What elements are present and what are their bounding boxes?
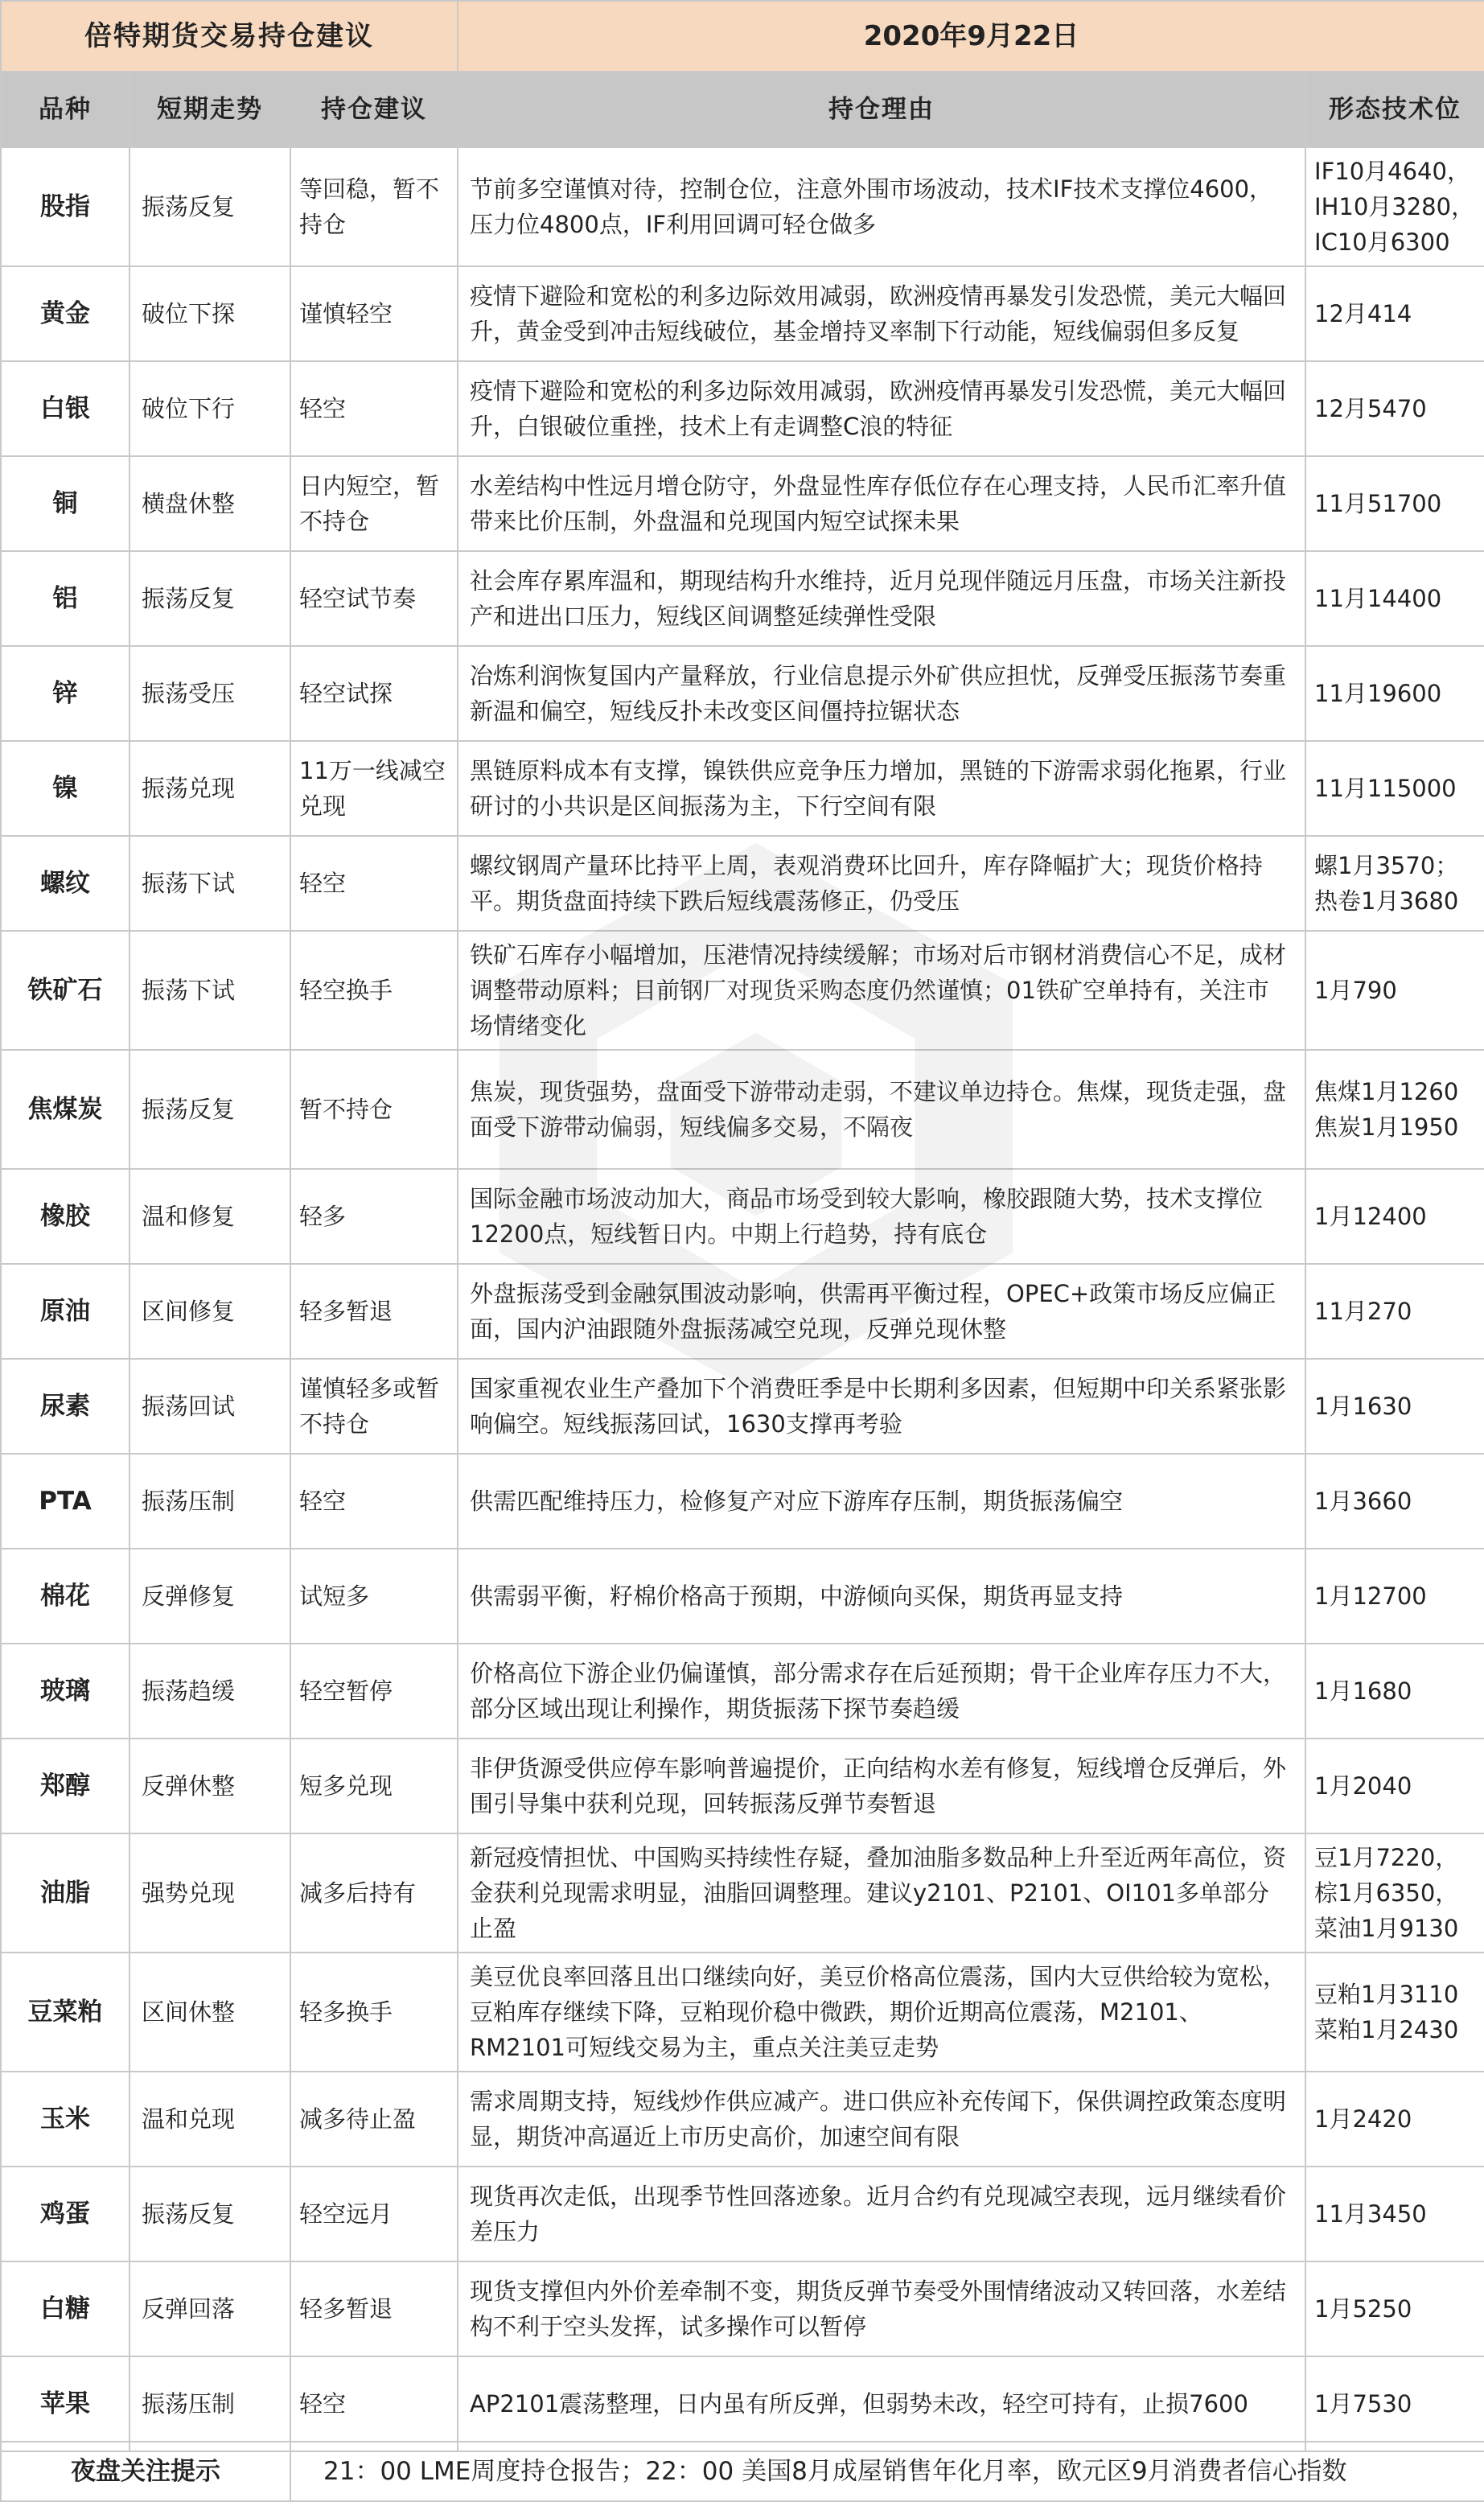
variety-cell: 郑醇 (1, 1739, 129, 1833)
variety-cell: 苹果 (1, 2356, 129, 2451)
trend-cell: 反弹休整 (129, 1739, 290, 1833)
reason-cell: 美豆优良率回落且出口继续向好，美豆价格高位震荡，国内大豆供给较为宽松，豆粕库存继续下降，豆粕现价稳中微跌，期价近期高位震荡，M2101、RM2101可短线交易为主，重点关注美豆走势 (458, 1953, 1305, 2072)
suggestion-cell: 轻空 (290, 1454, 458, 1549)
trend-cell: 破位下探 (129, 266, 290, 361)
trend-cell: 振荡反复 (129, 2167, 290, 2261)
trend-cell: 反弹回落 (129, 2261, 290, 2356)
trend-cell: 振荡下试 (129, 836, 290, 931)
variety-cell: 白糖 (1, 2261, 129, 2356)
header-row (1, 72, 1484, 147)
suggestion-cell: 试短多 (290, 1549, 458, 1644)
table-row (1, 2167, 1484, 2261)
table-row (1, 2356, 1484, 2451)
variety-cell: 棉花 (1, 1549, 129, 1644)
trend-cell: 振荡下试 (129, 931, 290, 1050)
trend-cell: 破位下行 (129, 361, 290, 456)
reason-cell: 铁矿石库存小幅增加，压港情况持续缓解；市场对后市钢材消费信心不足，成材调整带动原料；目前钢厂对现货采购态度仍然谨慎；01铁矿空单持有，关注市场情绪变化 (458, 931, 1305, 1050)
suggestion-cell: 谨慎轻空 (290, 266, 458, 361)
reason-cell: 价格高位下游企业仍偏谨慎，部分需求存在后延预期；骨干企业库存压力不大，部分区域出现让利操作，期货振荡下探节奏趋缓 (458, 1644, 1305, 1739)
table-row (1, 1454, 1484, 1549)
variety-cell: 铁矿石 (1, 931, 129, 1050)
title-row (1, 1, 1484, 72)
variety-cell: 橡胶 (1, 1169, 129, 1264)
technical-level-cell: 11月270 (1305, 1264, 1484, 1359)
suggestion-cell: 轻空 (290, 361, 458, 456)
variety-cell: 锌 (1, 646, 129, 741)
reason-cell: 外盘振荡受到金融氛围波动影响，供需再平衡过程，OPEC+政策市场反应偏正面，国内沪油跟随外盘振荡减空兑现，反弹兑现休整 (458, 1264, 1305, 1359)
variety-cell: 股指 (1, 147, 129, 266)
reason-cell: 新冠疫情担忧、中国购买持续性存疑，叠加油脂多数品种上升至近两年高位，资金获利兑现需求明显，油脂回调整理。建议y2101、P2101、OI101多单部分止盈 (458, 1833, 1305, 1953)
reason-cell: 焦炭，现货强势，盘面受下游带动走弱，不建议单边持仓。焦煤，现货走强，盘面受下游带动偏弱，短线偏多交易，不隔夜 (458, 1050, 1305, 1169)
trend-cell: 区间休整 (129, 1953, 290, 2072)
suggestion-cell: 轻空换手 (290, 931, 458, 1050)
trend-cell: 区间修复 (129, 1264, 290, 1359)
variety-cell: 玻璃 (1, 1644, 129, 1739)
technical-level-cell: 1月790 (1305, 931, 1484, 1050)
reason-cell: 现货再次走低，出现季节性回落迹象。近月合约有兑现减空表现，远月继续看价差压力 (458, 2167, 1305, 2261)
table-row (1, 1833, 1484, 1953)
technical-level-cell: 11月3450 (1305, 2167, 1484, 2261)
technical-level-cell: 1月3660 (1305, 1454, 1484, 1549)
variety-cell: 原油 (1, 1264, 129, 1359)
technical-level-cell: 焦煤1月1260焦炭1月1950 (1305, 1050, 1484, 1169)
reason-cell: 螺纹钢周产量环比持平上周，表观消费环比回升，库存降幅扩大；现货价格持平。期货盘面持续下跌后短线震荡修正，仍受压 (458, 836, 1305, 931)
table-row (1, 1953, 1484, 2072)
trend-cell: 横盘休整 (129, 456, 290, 551)
footer-table (0, 2441, 1484, 2502)
table-row (1, 1264, 1484, 1359)
technical-level-cell: 豆粕1月3110菜粕1月2430 (1305, 1953, 1484, 2072)
suggestion-cell: 等回稳，暂不持仓 (290, 147, 458, 266)
technical-level-cell: 螺1月3570；热卷1月3680 (1305, 836, 1484, 931)
variety-cell: 焦煤炭 (1, 1050, 129, 1169)
trend-cell: 振荡反复 (129, 1050, 290, 1169)
reason-cell: 国际金融市场波动加大，商品市场受到较大影响，橡胶跟随大势，技术支撑位12200点，短线暂日内。中期上行趋势，持有底仓 (458, 1169, 1305, 1264)
table-row (1, 361, 1484, 456)
table-row (1, 551, 1484, 646)
reason-cell: AP2101震荡整理，日内虽有所反弹，但弱势未改，轻空可持有，止损7600 (458, 2356, 1305, 2451)
variety-cell: 豆菜粕 (1, 1953, 129, 2072)
reason-cell: 黑链原料成本有支撑，镍铁供应竞争压力增加，黑链的下游需求弱化拖累，行业研讨的小共识是区间振荡为主，下行空间有限 (458, 741, 1305, 836)
variety-cell: 铝 (1, 551, 129, 646)
table-row (1, 2261, 1484, 2356)
technical-level-cell: 1月12400 (1305, 1169, 1484, 1264)
variety-cell: 螺纹 (1, 836, 129, 931)
footer-text: 21：00 LME周度持仓报告；22：00 美国8月成屋销售年化月率，欧元区9月消费者信心指数 (290, 2442, 1484, 2501)
suggestion-cell: 短多兑现 (290, 1739, 458, 1833)
suggestion-cell: 轻多换手 (290, 1953, 458, 2072)
footer-row (1, 2442, 1484, 2501)
technical-level-cell: 11月51700 (1305, 456, 1484, 551)
table-row (1, 646, 1484, 741)
variety-cell: 玉米 (1, 2072, 129, 2167)
suggestion-cell: 轻多暂退 (290, 1264, 458, 1359)
variety-cell: 油脂 (1, 1833, 129, 1953)
table-row (1, 1644, 1484, 1739)
suggestion-cell: 轻空试节奏 (290, 551, 458, 646)
trend-cell: 强势兑现 (129, 1833, 290, 1953)
technical-level-cell: 1月1630 (1305, 1359, 1484, 1454)
table-row (1, 1169, 1484, 1264)
variety-cell: 鸡蛋 (1, 2167, 129, 2261)
table-row (1, 931, 1484, 1050)
technical-level-cell: 1月7530 (1305, 2356, 1484, 2451)
variety-cell: 白银 (1, 361, 129, 456)
reason-cell: 供需弱平衡，籽棉价格高于预期，中游倾向买保，期货再显支持 (458, 1549, 1305, 1644)
header-technical-level: 形态技术位 (1305, 72, 1484, 147)
technical-level-cell: 11月115000 (1305, 741, 1484, 836)
reason-cell: 非伊货源受供应停车影响普遍提价，正向结构水差有修复，短线增仓反弹后，外围引导集中获利兑现，回转振荡反弹节奏暂退 (458, 1739, 1305, 1833)
reason-cell: 国家重视农业生产叠加下个消费旺季是中长期利多因素，但短期中印关系紧张影响偏空。短线振荡回试，1630支撑再考验 (458, 1359, 1305, 1454)
reason-cell: 节前多空谨慎对待，控制仓位，注意外围市场波动，技术IF技术支撑位4600，压力位4800点，IF利用回调可轻仓做多 (458, 147, 1305, 266)
suggestion-cell: 11万一线减空兑现 (290, 741, 458, 836)
suggestion-cell: 暂不持仓 (290, 1050, 458, 1169)
variety-cell: 镍 (1, 741, 129, 836)
reason-cell: 水差结构中性远月增仓防守，外盘显性库存低位存在心理支持，人民币汇率升值带来比价压制，外盘温和兑现国内短空试探未果 (458, 456, 1305, 551)
variety-cell: 黄金 (1, 266, 129, 361)
suggestion-cell: 谨慎轻多或暂不持仓 (290, 1359, 458, 1454)
table-row (1, 147, 1484, 266)
trend-cell: 振荡压制 (129, 1454, 290, 1549)
variety-cell: PTA (1, 1454, 129, 1549)
suggestion-cell: 轻空 (290, 2356, 458, 2451)
table-row (1, 1359, 1484, 1454)
table-row (1, 836, 1484, 931)
technical-level-cell: 1月2420 (1305, 2072, 1484, 2167)
technical-level-cell: 1月2040 (1305, 1739, 1484, 1833)
technical-level-cell: 1月5250 (1305, 2261, 1484, 2356)
header-suggestion: 持仓建议 (290, 72, 458, 147)
reason-cell: 供需匹配维持压力，检修复产对应下游库存压制，期货振荡偏空 (458, 1454, 1305, 1549)
variety-cell: 铜 (1, 456, 129, 551)
trend-cell: 振荡趋缓 (129, 1644, 290, 1739)
table-row (1, 1549, 1484, 1644)
reason-cell: 疫情下避险和宽松的利多边际效用减弱，欧洲疫情再暴发引发恐慌，美元大幅回升，白银破位重挫，技术上有走调整C浪的特征 (458, 361, 1305, 456)
suggestion-cell: 轻空 (290, 836, 458, 931)
technical-level-cell: 12月414 (1305, 266, 1484, 361)
suggestion-cell: 减多后持有 (290, 1833, 458, 1953)
suggestion-cell: 轻多暂退 (290, 2261, 458, 2356)
suggestion-cell: 轻空远月 (290, 2167, 458, 2261)
reason-cell: 需求周期支持，短线炒作供应减产。进口供应补充传闻下，保供调控政策态度明显，期货冲高逼近上市历史高价，加速空间有限 (458, 2072, 1305, 2167)
suggestion-cell: 轻空暂停 (290, 1644, 458, 1739)
table-row (1, 456, 1484, 551)
table-row (1, 2072, 1484, 2167)
technical-level-cell: 1月1680 (1305, 1644, 1484, 1739)
table-title: 倍特期货交易持仓建议 (1, 1, 458, 72)
trend-cell: 振荡反复 (129, 551, 290, 646)
trend-cell: 反弹修复 (129, 1549, 290, 1644)
reason-cell: 社会库存累库温和，期现结构升水维持，近月兑现伴随远月压盘，市场关注新投产和进出口压力，短线区间调整延续弹性受限 (458, 551, 1305, 646)
trend-cell: 振荡反复 (129, 147, 290, 266)
suggestion-cell: 轻空试探 (290, 646, 458, 741)
reason-cell: 现货支撑但内外价差牵制不变，期货反弹节奏受外围情绪波动又转回落，水差结构不利于空头发挥，试多操作可以暂停 (458, 2261, 1305, 2356)
technical-level-cell: IF10月4640，IH10月3280，IC10月6300 (1305, 147, 1484, 266)
trend-cell: 振荡兑现 (129, 741, 290, 836)
footer-label: 夜盘关注提示 (1, 2442, 290, 2501)
suggestion-cell: 日内短空，暂不持仓 (290, 456, 458, 551)
table-row (1, 1739, 1484, 1833)
trend-cell: 振荡受压 (129, 646, 290, 741)
table-date: 2020年9月22日 (458, 1, 1484, 72)
reason-cell: 冶炼利润恢复国内产量释放，行业信息提示外矿供应担忧，反弹受压振荡节奏重新温和偏空，短线反扑未改变区间僵持拉锯状态 (458, 646, 1305, 741)
reason-cell: 疫情下避险和宽松的利多边际效用减弱，欧洲疫情再暴发引发恐慌，美元大幅回升，黄金受到冲击短线破位，基金增持叉率制下行动能，短线偏弱但多反复 (458, 266, 1305, 361)
table-row (1, 266, 1484, 361)
trend-cell: 振荡压制 (129, 2356, 290, 2451)
table-row (1, 1050, 1484, 1169)
trend-cell: 温和修复 (129, 1169, 290, 1264)
suggestion-cell: 减多待止盈 (290, 2072, 458, 2167)
header-variety: 品种 (1, 72, 129, 147)
header-reason: 持仓理由 (458, 72, 1305, 147)
technical-level-cell: 1月12700 (1305, 1549, 1484, 1644)
trend-cell: 振荡回试 (129, 1359, 290, 1454)
technical-level-cell: 豆1月7220，棕1月6350，菜油1月9130 (1305, 1833, 1484, 1953)
technical-level-cell: 11月14400 (1305, 551, 1484, 646)
technical-level-cell: 11月19600 (1305, 646, 1484, 741)
technical-level-cell: 12月5470 (1305, 361, 1484, 456)
variety-cell: 尿素 (1, 1359, 129, 1454)
suggestion-cell: 轻多 (290, 1169, 458, 1264)
trend-cell: 温和兑现 (129, 2072, 290, 2167)
table-row (1, 741, 1484, 836)
header-trend: 短期走势 (129, 72, 290, 147)
